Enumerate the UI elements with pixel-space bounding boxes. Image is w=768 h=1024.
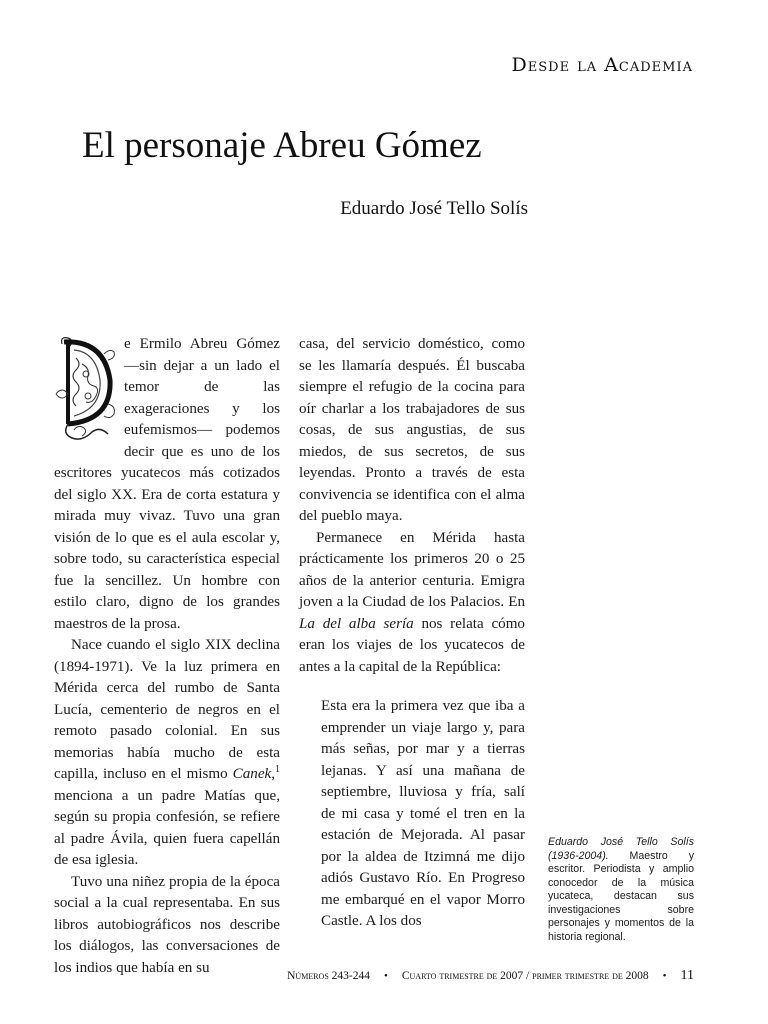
footer-period: Cuarto trimestre de 2007 / primer trimestre de 2008 <box>401 970 649 982</box>
book-title-alba: La del alba sería <box>299 615 414 632</box>
page-footer <box>287 968 694 984</box>
footer-separator: • <box>662 970 667 982</box>
section-header: Desde la Academia <box>511 54 693 76</box>
block-quote: Esta era la primera vez que iba a emprender un viaje largo y, para más señas, por mar y a tierras lejanas. Y así una mañana de septiembre, lluviosa y fría, salí de mi casa y tomé el tren en la estación de Mejorada. Al pasar por la aldea de Itzimná me dijo adiós Gustavo Río. En Progreso me embarqué en el vapor Morro Castle. A los dos <box>321 698 525 929</box>
left-column <box>54 334 280 979</box>
paragraph-merida <box>299 528 525 679</box>
paragraph-intro-text: e Ermilo Abreu Gómez —sin dejar a un lado el temor de las exageraciones y los eufemismos— podemos decir que es uno de los escritores yucatecos más cotizados del siglo XX. Era de corta estatura y mirada muy vivaz. Tuvo una gran visión de lo que es el aula escolar y, sobre todo, su característica especial fue la sencillez. Un hombre con estilo claro, digno de los grandes maestros de la prosa. <box>54 336 280 632</box>
paragraph-birth-text-a: Nace cuando el siglo XIX declina (1894-1971). Ve la luz primera en Mérida cerca del rumbo de Santa Lucía, cementerio de negros en el remoto pasado colonial. En sus memorias había mucho de esta capilla, incluso en el mismo <box>54 637 280 782</box>
right-column <box>299 334 525 933</box>
paragraph-childhood: Tuvo una niñez propia de la época social a la cual representaba. En sus libros autobiográficos nos describe los diálogos, las conversaciones de los indios que había en su <box>54 873 280 976</box>
footer-issue: Números 243-244 <box>287 970 370 982</box>
article-title: El personaje Abreu Gómez <box>82 125 482 166</box>
author-bio-name: Eduardo José Tello Solís (1936-2004). <box>548 836 694 862</box>
paragraph-intro <box>54 334 280 635</box>
page-number: 11 <box>680 968 694 983</box>
paragraph-merida-text-b: nos relata cómo eran los viajes de los yucatecos de antes a la capital de la República: <box>299 615 525 675</box>
book-title-canek: Canek, <box>232 766 275 782</box>
paragraph-birth <box>54 635 280 872</box>
author-bio-text: Maestro y escritor. Periodista y amplio conocedor de la música yucateca, destacan sus investigaciones sobre personajes y momentos de la historia regional. <box>548 849 694 943</box>
author-bio <box>548 836 694 944</box>
ornamental-dropcap-icon <box>52 334 122 442</box>
article-author: Eduardo José Tello Solís <box>340 198 528 219</box>
footnote-ref-1: 1 <box>275 763 280 775</box>
paragraph-merida-text-a: Permanece en Mérida hasta prácticamente los primeros 20 o 25 años de la anterior centuria. Emigra joven a la Ciudad de los Palacios. En <box>299 529 525 610</box>
footer-separator: • <box>383 970 388 982</box>
paragraph-kitchen: casa, del servicio doméstico, como se les llamaría después. Él buscaba siempre el refugio de la cocina para oír charlar a los trabajadores de sus cosas, de sus angustias, de sus miedos, de sus secretos, de sus leyendas. Pronto a través de esta convivencia se identifica con el alma del pueblo maya. <box>299 336 525 524</box>
paragraph-birth-text-b: menciona a un padre Matías que, según su propia confesión, se refiere al padre Ávila, quien fuera capellán de esa iglesia. <box>54 787 280 868</box>
